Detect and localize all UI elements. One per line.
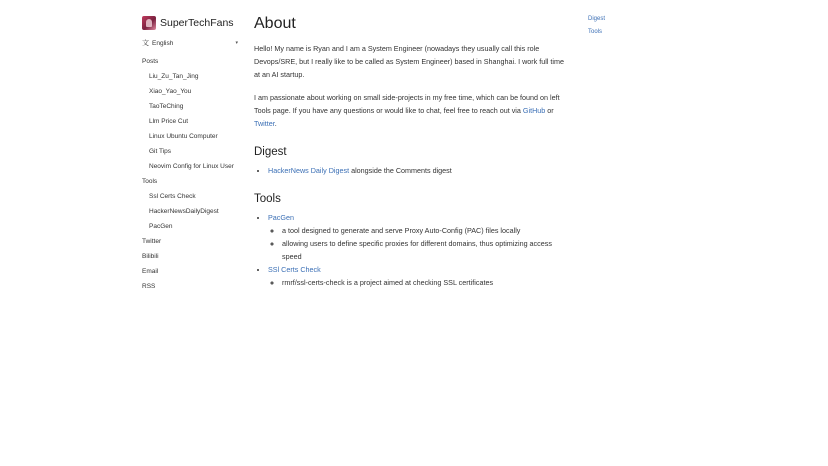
or-text: or [545, 106, 554, 115]
github-link[interactable]: GitHub [522, 106, 546, 115]
digest-list [254, 164, 569, 177]
list-item: ◦ rmrf/ssl-certs-check is a project aimed at checking SSL certificates [282, 276, 569, 289]
list-item [268, 211, 569, 263]
list-item [268, 263, 569, 289]
sidebar-item-bilibili[interactable]: Bilibili [142, 253, 159, 260]
pacgen-details [268, 224, 569, 263]
list-item [268, 164, 569, 177]
translate-icon: 文 [142, 40, 149, 47]
brand[interactable] [142, 14, 242, 32]
sidebar-item-posts[interactable]: Posts [142, 58, 159, 65]
tools-heading: Tools [254, 193, 281, 205]
sidebar-item-rss[interactable]: RSS [142, 283, 156, 290]
list-item: ◦ a tool designed to generate and serve Proxy Auto-Config (PAC) files locally [282, 224, 569, 237]
side-projects-paragraph [254, 91, 569, 130]
pacgen-link[interactable]: PacGen [268, 213, 294, 222]
side-projects-text: I am passionate about working on small side-projects in my free time, which can be found on left Tools page. If you have any questions or would like to chat, feel free to reach out via [254, 93, 560, 115]
table-of-contents [588, 13, 605, 39]
twitter-link[interactable]: Twitter [254, 119, 275, 128]
digest-description: alongside the Comments digest [349, 166, 452, 175]
tools-list [254, 211, 569, 289]
sidebar-item-xiao-yao-you[interactable]: Xiao_Yao_You [149, 88, 192, 95]
language-label: English [152, 39, 174, 47]
ssl-certs-check-link[interactable]: SSl Certs Check [268, 265, 321, 274]
main-content [254, 12, 569, 289]
sidebar-item-neovim-config[interactable]: Neovim Config for Linux User [149, 163, 234, 170]
brand-name[interactable]: SuperTechFans [160, 17, 234, 29]
sidebar-nav [142, 54, 242, 294]
list-item: ◦ allowing users to define specific proxies for different domains, thus optimizing access speed [282, 237, 569, 263]
page-title: About [254, 15, 296, 32]
sidebar-item-tools[interactable]: Tools [142, 178, 158, 185]
brand-logo-icon[interactable] [142, 16, 156, 30]
sidebar-item-twitter[interactable]: Twitter [142, 238, 162, 245]
sidebar [142, 14, 242, 294]
hackernews-daily-digest-link[interactable]: HackerNews Daily Digest [268, 166, 350, 175]
sidebar-item-email[interactable]: Email [142, 268, 159, 275]
sidebar-item-pacgen[interactable]: PacGen [149, 223, 173, 230]
sidebar-item-taotehching[interactable]: TaoTeChing [149, 103, 184, 110]
period-text: . [274, 119, 277, 128]
ssl-certs-check-details [268, 276, 569, 289]
toc-item-digest[interactable]: Digest [588, 16, 606, 22]
sidebar-item-linux-ubuntu-computer[interactable]: Linux Ubuntu Computer [149, 133, 218, 140]
digest-heading: Digest [254, 146, 287, 158]
sidebar-item-git-tips[interactable]: Git Tips [149, 148, 172, 155]
sidebar-item-ssl-certs-check[interactable]: Ssl Certs Check [149, 193, 196, 200]
sidebar-item-llm-price-cut[interactable]: Llm Price Cut [149, 118, 189, 125]
sidebar-item-hackernews-daily-digest[interactable]: HackerNewsDailyDigest [149, 208, 219, 215]
chevron-down-icon: ▾ [235, 40, 238, 46]
language-selector[interactable] [142, 38, 238, 48]
intro-paragraph: Hello! My name is Ryan and I am a System Engineer (nowadays they usually call this role Devops/SRE, but I really like to be called as System Engineer) based in Shanghai. I work full time at an AI startup. [254, 44, 565, 79]
toc-item-tools[interactable]: Tools [588, 29, 603, 35]
sidebar-item-liu-zu-tan-jing[interactable]: Liu_Zu_Tan_Jing [149, 73, 199, 80]
